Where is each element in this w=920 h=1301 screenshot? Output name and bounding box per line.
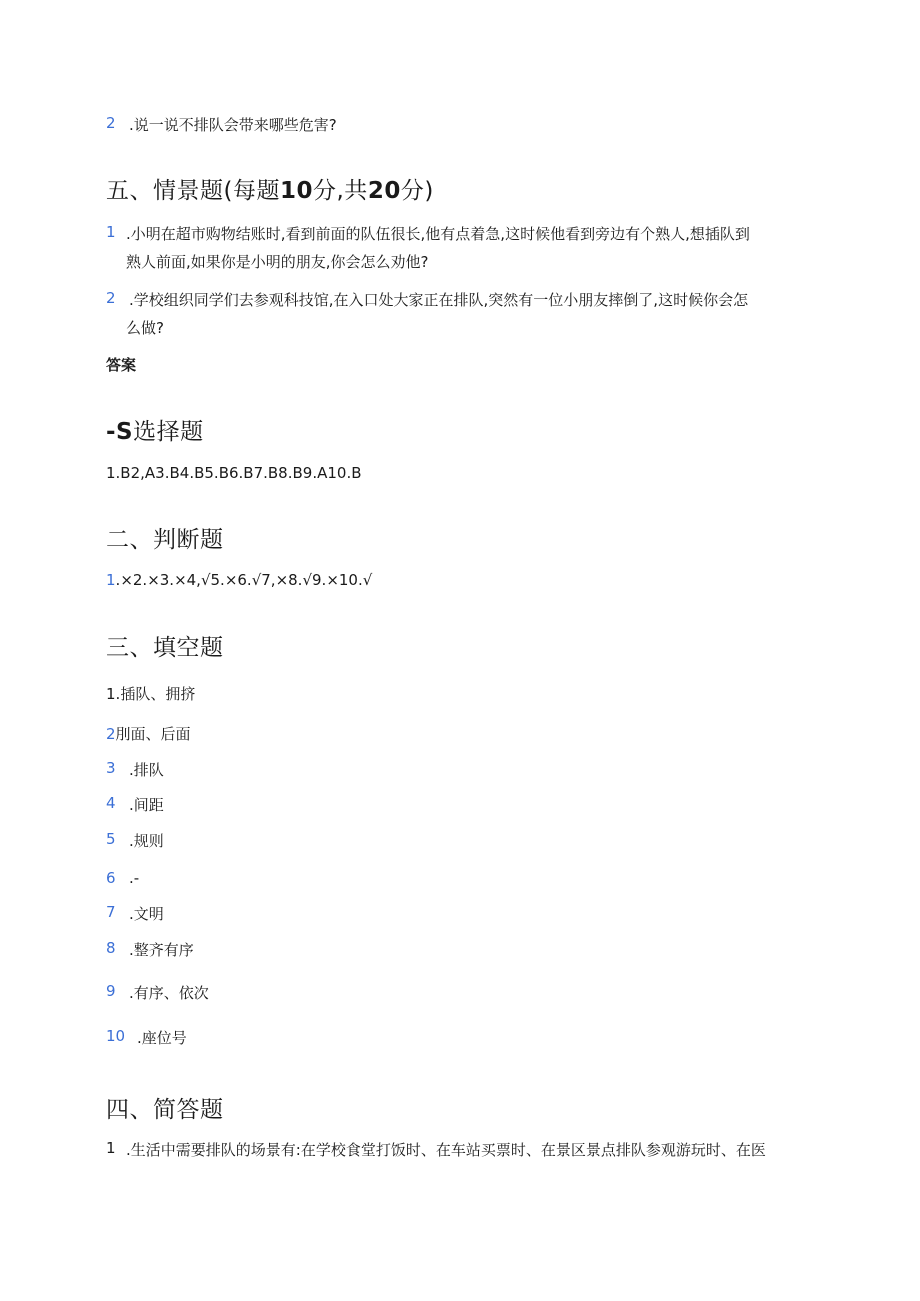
fill-answer-number: 6 — [106, 869, 116, 887]
choice-answers: 1.B2,A3.B4.B5.B6.B7.B8.B9.A10.B — [106, 464, 362, 482]
judgement-answers: 1.×2.×3.×4,√5.×6.√7,×8.√9.×10.√ — [106, 571, 373, 589]
fill-answer-3: .排队 — [129, 761, 164, 779]
fill-answer-number: 3 — [106, 759, 116, 777]
fill-answer-9: .有序、依次 — [129, 984, 209, 1002]
short-answer-number: 1 — [106, 1139, 116, 1157]
section-5-title: 五、情景题(每题10分,共20分) — [106, 178, 434, 204]
fill-answer-number: 5 — [106, 830, 116, 848]
section-1-title: -S选择题 — [106, 419, 204, 445]
section-2-title: 二、判断题 — [106, 527, 224, 553]
question-text-line-1: .学校组织同学们去参观科技馆,在入口处大家正在排队,突然有一位小朋友摔倒了,这时候你会怎 — [129, 291, 749, 309]
question-text-line-1: .小明在超市购物结账时,看到前面的队伍很长,他有点着急,这时候他看到旁边有个熟人,想插队到 — [126, 225, 750, 243]
short-answer-text: .生活中需要排队的场景有:在学校食堂打饭时、在车站买票时、在景区景点排队参观游玩时、在医 — [126, 1141, 766, 1159]
fill-answer-number: 7 — [106, 903, 116, 921]
question-number: 2 — [106, 114, 116, 132]
fill-answer-7: .文明 — [129, 905, 164, 923]
answers-label: 答案 — [106, 356, 137, 374]
question-text: .说一说不排队会带来哪些危害? — [129, 116, 337, 134]
fill-answer-number: 4 — [106, 794, 116, 812]
question-text-line-2: 么做? — [126, 319, 164, 337]
section-4-title: 四、简答题 — [106, 1097, 224, 1123]
fill-answer-5: .规则 — [129, 832, 164, 850]
section-3-title: 三、填空题 — [106, 635, 224, 661]
fill-answer-number: 8 — [106, 939, 116, 957]
fill-answer-10: .座位号 — [137, 1029, 187, 1047]
fill-answer-number: 9 — [106, 982, 116, 1000]
fill-answer-8: .整齐有序 — [129, 941, 194, 959]
question-number: 1 — [106, 223, 116, 241]
question-number: 2 — [106, 289, 116, 307]
question-text-line-2: 熟人前面,如果你是小明的朋友,你会怎么劝他? — [126, 253, 429, 271]
fill-answer-number: 10 — [106, 1027, 126, 1045]
fill-answer-4: .间距 — [129, 796, 164, 814]
fill-answer-1: 1.插队、拥挤 — [106, 685, 196, 703]
fill-answer-6: .- — [129, 869, 140, 887]
fill-answer-2: 2刖面、后面 — [106, 725, 191, 743]
